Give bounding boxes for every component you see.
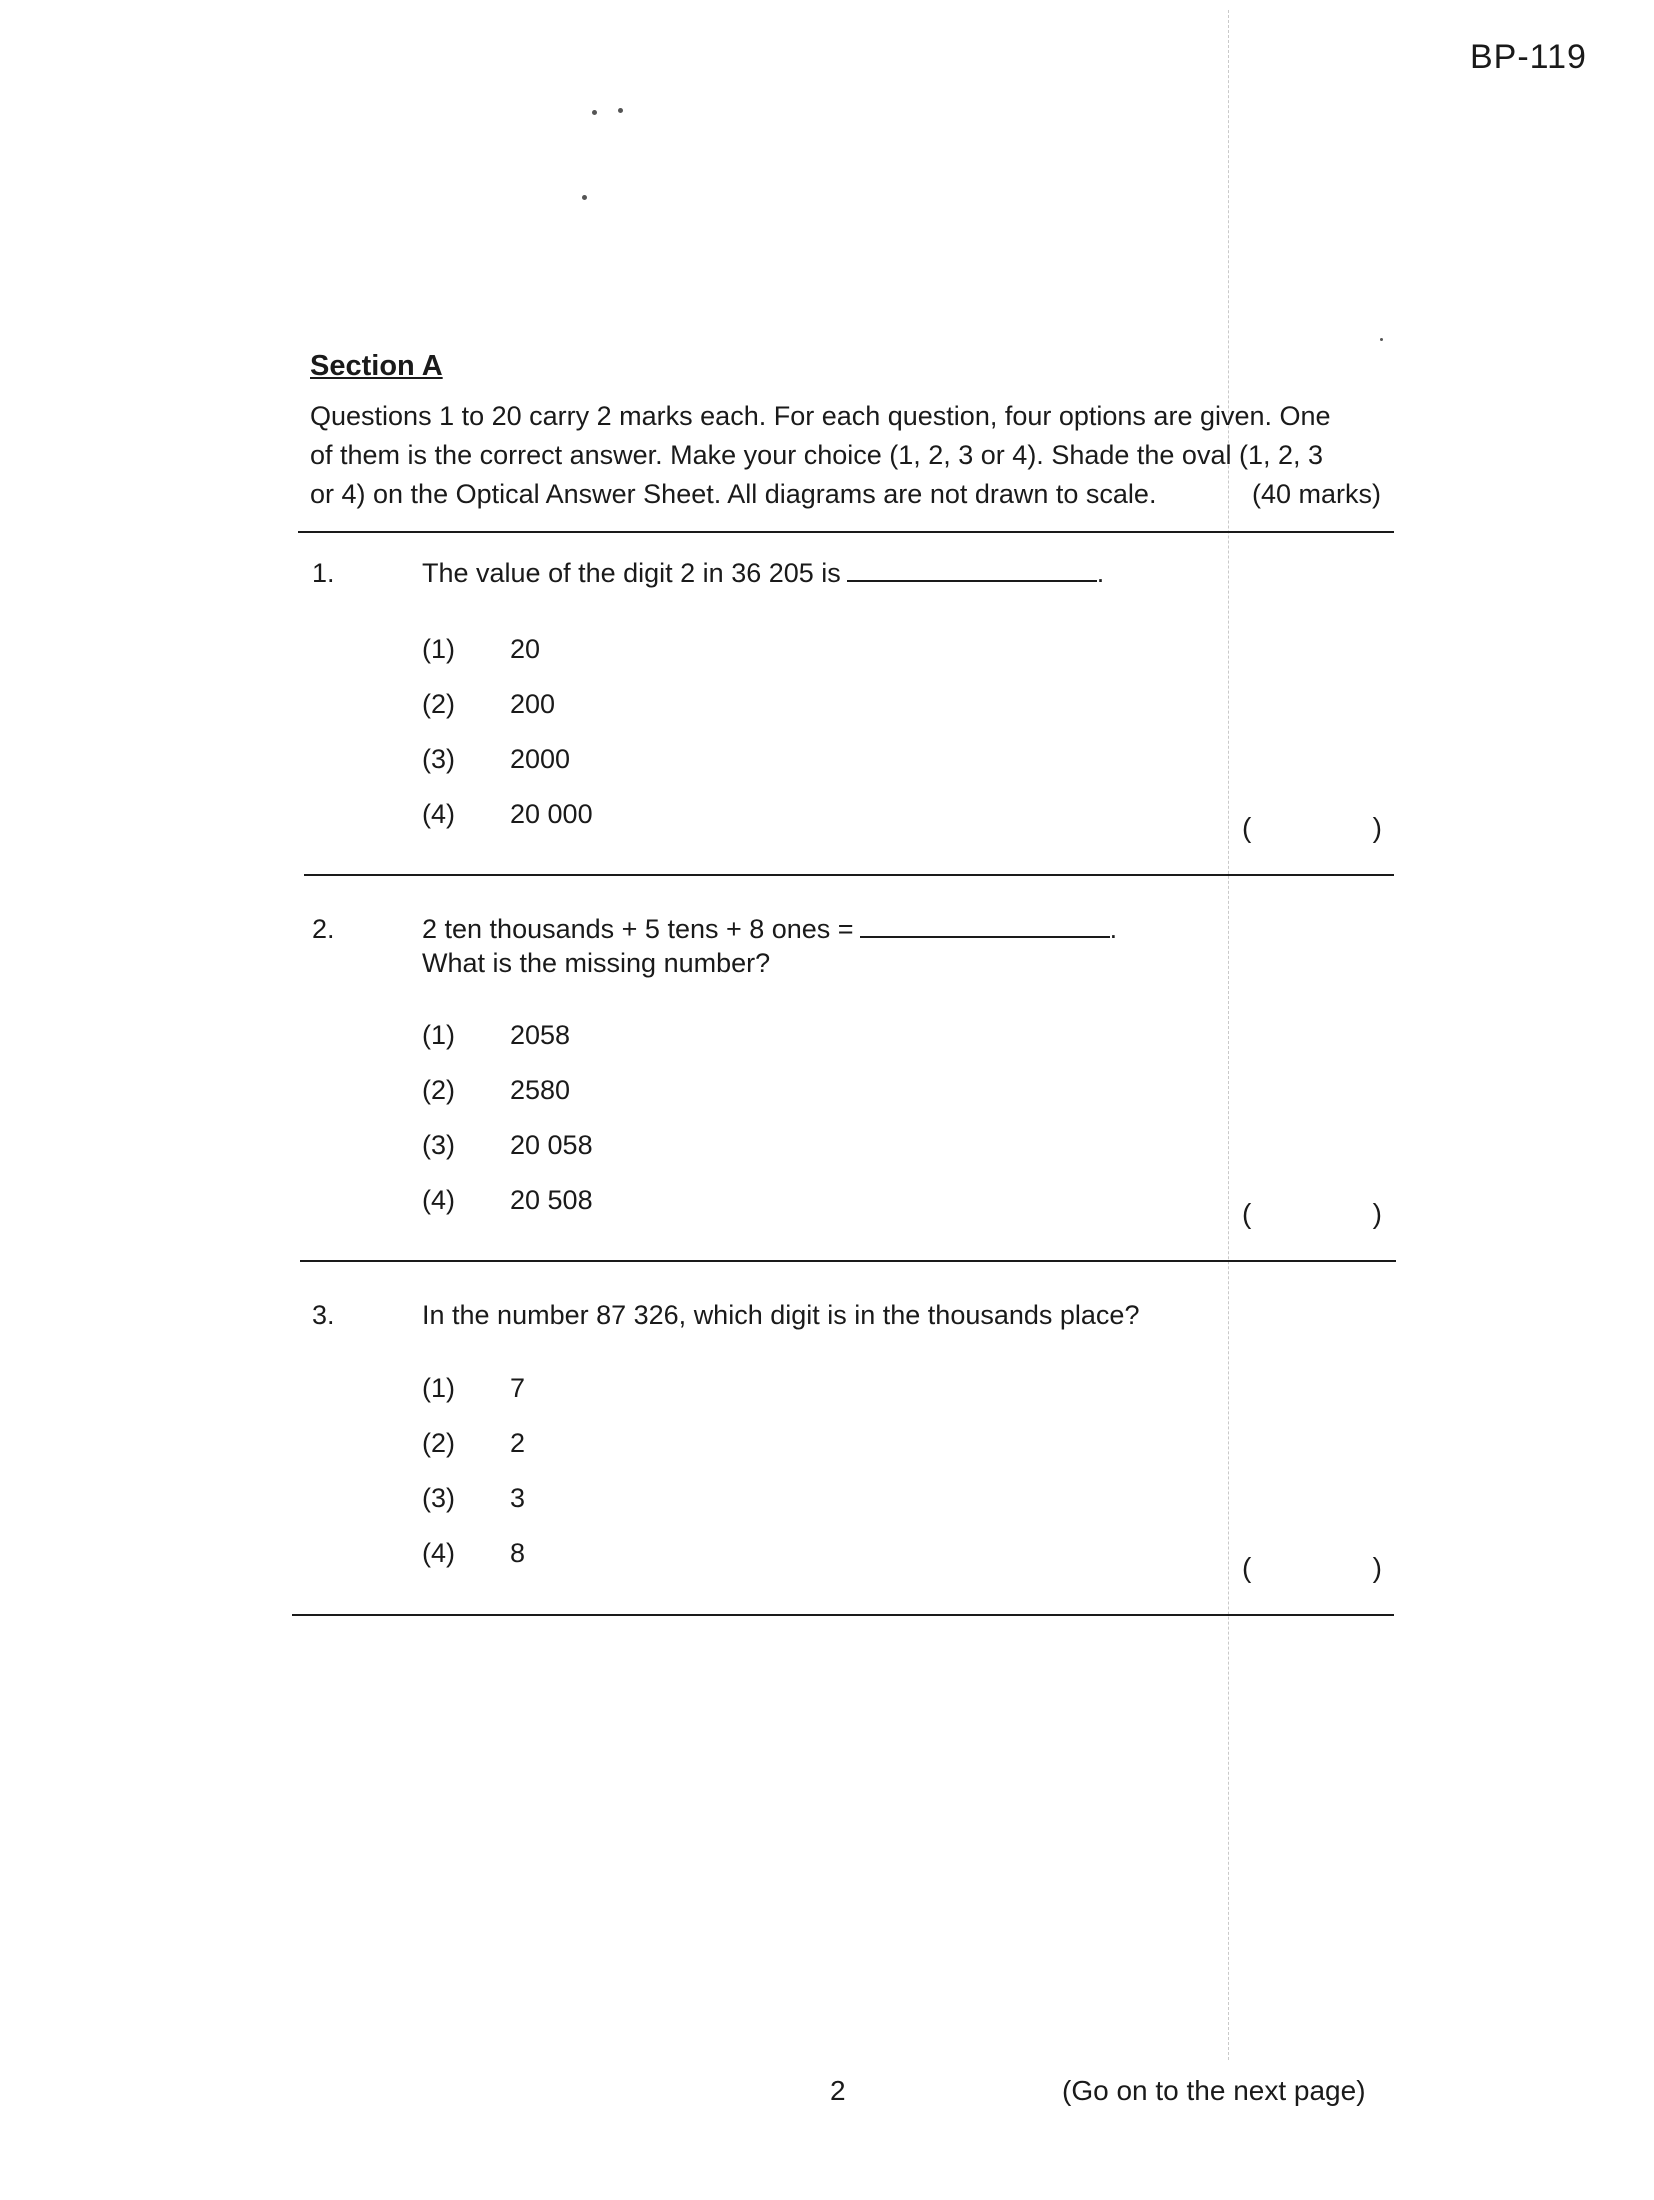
option-value: 8	[510, 1538, 526, 1568]
answer-box-open: (	[1242, 812, 1252, 843]
answer-box-open: (	[1242, 1552, 1252, 1583]
question-divider	[300, 1260, 1396, 1262]
document-code: BP-119	[1470, 38, 1587, 76]
option-item	[422, 689, 555, 720]
option-value: 200	[510, 689, 556, 719]
option-label: (1)	[422, 634, 455, 664]
question-number: 3.	[312, 1300, 335, 1330]
instruction-line: Questions 1 to 20 carry 2 marks each. For each question, four options are given. One	[310, 401, 1331, 431]
question-divider	[304, 874, 1394, 876]
option-item	[422, 1483, 525, 1514]
option-value: 3	[510, 1483, 526, 1513]
option-label: (3)	[422, 1130, 455, 1160]
option-value: 20	[510, 634, 541, 664]
section-title: Section A	[310, 350, 443, 382]
question-stem: The value of the digit 2 in 36 205 is	[422, 558, 841, 588]
answer-box-open: (	[1242, 1198, 1252, 1229]
answer-box[interactable]	[1242, 1198, 1382, 1230]
option-value: 7	[510, 1373, 526, 1403]
option-value: 2000	[510, 744, 571, 774]
scan-speck	[1380, 338, 1383, 341]
question-text	[422, 556, 1104, 590]
question-text	[422, 912, 1117, 980]
section-instructions	[310, 397, 1410, 514]
question-divider	[292, 1614, 1394, 1616]
option-item	[422, 1538, 525, 1569]
question-stem: 2 ten thousands + 5 tens + 8 ones =	[422, 914, 854, 944]
answer-blank	[860, 912, 1110, 938]
option-label: (1)	[422, 1020, 455, 1050]
option-label: (3)	[422, 744, 455, 774]
question-number: 2.	[312, 914, 335, 944]
option-value: 2	[510, 1428, 526, 1458]
option-item	[422, 634, 540, 665]
next-page-note: (Go on to the next page)	[1062, 2075, 1366, 2106]
question-number: 1.	[312, 558, 335, 588]
answer-box-close: )	[1372, 1198, 1382, 1229]
option-label: (2)	[422, 1075, 455, 1105]
option-item	[422, 1130, 593, 1161]
scan-fold-line	[1228, 10, 1229, 2060]
instruction-line: of them is the correct answer. Make your choice (1, 2, 3 or 4). Shade the oval (1, 2, 3	[310, 440, 1324, 470]
scan-speck	[592, 110, 597, 115]
answer-box-close: )	[1372, 1552, 1382, 1583]
question-subtext: What is the missing number?	[422, 948, 771, 978]
option-item	[422, 1020, 570, 1051]
option-value: 20 508	[510, 1185, 593, 1215]
instruction-line: or 4) on the Optical Answer Sheet. All diagrams are not drawn to scale.	[310, 479, 1157, 509]
page-number: 2	[830, 2075, 846, 2106]
scan-speck	[618, 108, 623, 113]
question-stem: In the number 87 326, which digit is in the thousands place?	[422, 1300, 1140, 1330]
option-label: (4)	[422, 1185, 455, 1215]
option-label: (2)	[422, 689, 455, 719]
option-label: (1)	[422, 1373, 455, 1403]
option-value: 20 058	[510, 1130, 593, 1160]
option-item	[422, 744, 570, 775]
option-item	[422, 1185, 593, 1216]
section-divider	[298, 531, 1394, 533]
answer-blank	[847, 556, 1097, 582]
option-label: (3)	[422, 1483, 455, 1513]
option-label: (4)	[422, 1538, 455, 1568]
question-text	[422, 1298, 1139, 1332]
option-item	[422, 1373, 525, 1404]
option-label: (4)	[422, 799, 455, 829]
option-item	[422, 1428, 525, 1459]
answer-box[interactable]	[1242, 1552, 1382, 1584]
scan-speck	[582, 195, 587, 200]
option-label: (2)	[422, 1428, 455, 1458]
option-item	[422, 1075, 570, 1106]
section-marks: (40 marks)	[1252, 479, 1382, 509]
answer-box-close: )	[1372, 812, 1382, 843]
option-value: 2580	[510, 1075, 571, 1105]
blank-period: .	[1109, 914, 1118, 944]
answer-box[interactable]	[1242, 812, 1382, 844]
option-value: 2058	[510, 1020, 571, 1050]
blank-period: .	[1096, 558, 1105, 588]
option-item	[422, 799, 593, 830]
option-value: 20 000	[510, 799, 593, 829]
